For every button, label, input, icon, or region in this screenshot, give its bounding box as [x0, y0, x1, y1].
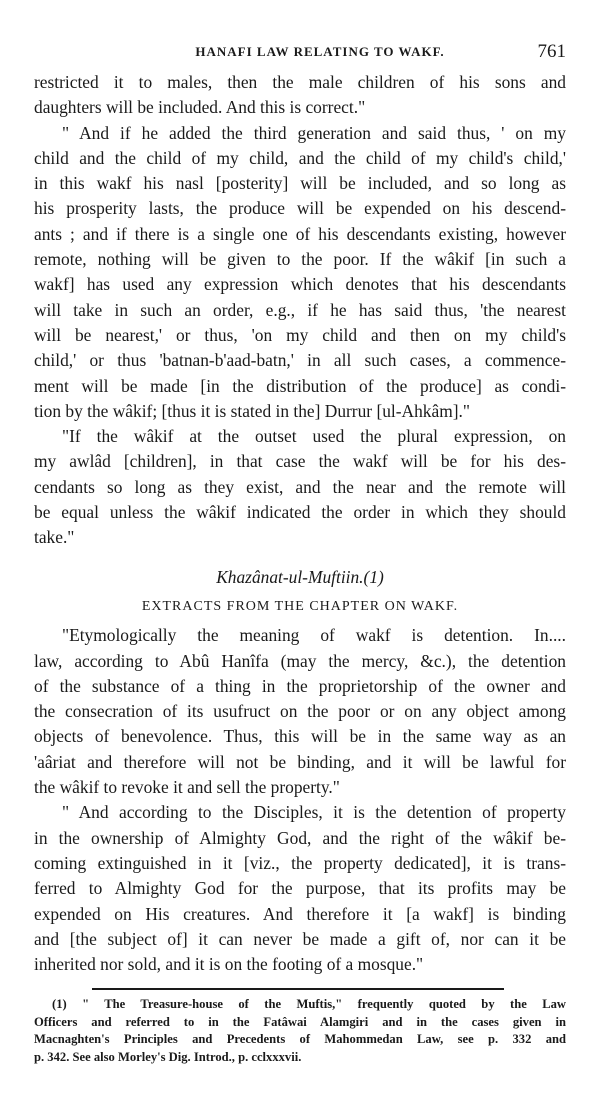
- text-line: coming extinguished in it [viz., the property dedicated], it is trans-: [34, 852, 566, 873]
- text-line: " And if he added the third generation and said thus, ' on my: [62, 122, 566, 143]
- text-line: "If the wâkif at the outset used the plural expression, on: [62, 426, 566, 447]
- section-subtitle: EXTRACTS FROM THE CHAPTER ON WAKF.: [141, 598, 459, 614]
- footnote-line: p. 342. See also Morley's Dig. Introd., p. cclxxxvii.: [34, 1049, 302, 1064]
- text-line: of the substance of a thing in the proprietorship of the owner and: [34, 675, 566, 696]
- text-line: inherited nor sold, and it is on the footing of a mosque.": [34, 954, 424, 975]
- running-title: HANAFI LAW RELATING TO WAKF.: [195, 44, 445, 59]
- text-line: remote, nothing will be given to the poor. If the wâkif [in such a: [34, 249, 566, 270]
- footnote-line: (1) " The Treasure-house of the Muftis," frequently quoted by the Law: [52, 997, 566, 1012]
- text-line: in the ownership of Almighty God, and the right of the wâkif be-: [34, 827, 566, 848]
- section-title: Khazânat-ul-Muftiin.(1): [216, 566, 384, 587]
- text-line: his prosperity lasts, the produce will be expended on his descend-: [34, 198, 566, 219]
- text-line: "Etymologically the meaning of wakf is detention. In....: [62, 625, 566, 646]
- text-line: " And according to the Disciples, it is the detention of property: [62, 802, 566, 823]
- footnote: [34, 996, 566, 1066]
- footnote-line: Macnaghten's Principles and Precedents of Mahommedan Law, see p. 332 and: [34, 1032, 566, 1047]
- text-line: the wâkif to revoke it and sell the property.": [34, 777, 340, 798]
- text-line: take.": [34, 527, 75, 548]
- text-line: in this wakf his nasl [posterity] will be included, and so long as: [34, 173, 566, 194]
- text-line: 'aâriat and therefore will not be binding, and it will be lawful for: [34, 751, 566, 772]
- footnote-rule: [92, 988, 504, 990]
- text-line: the consecration of its usufruct on the poor or on any object among: [34, 701, 566, 722]
- text-line: ants ; and if there is a single one of his descendants existing, however: [34, 223, 566, 244]
- text-line: be equal unless the wâkif indicated the order in which they should: [34, 502, 566, 523]
- text-line: objects of benevolence. Thus, this will be in the same way as an: [34, 726, 566, 747]
- document-page: [34, 41, 566, 1066]
- text-line: will be nearest,' or thus, 'on my child and then on my child's: [34, 324, 566, 345]
- text-line: ment will be made [in the distribution of the produce] as condi-: [34, 375, 566, 396]
- body-text-bottom: [34, 623, 566, 977]
- text-line: my awlâd [children], in that case the wakf will be for his des-: [34, 451, 566, 472]
- page-number: 761: [537, 41, 566, 62]
- footnote-line: Officers and referred to in the Fatâwai Alamgiri and in the cases given in: [34, 1014, 566, 1029]
- text-line: cendants so long as they exist, and the near and the remote will: [34, 476, 566, 497]
- text-line: and [the subject of] it can never be made a gift of, nor can it be: [34, 928, 566, 949]
- text-line: child and the child of my child, and the child of my child's child,': [34, 147, 566, 168]
- text-line: will take in such an order, e.g., if he has said thus, 'the nearest: [34, 299, 566, 320]
- text-line: restricted it to males, then the male children of his sons and: [34, 72, 566, 92]
- text-line: child,' or thus 'batnan-b'aad-batn,' in all such cases, a commence-: [34, 350, 566, 371]
- running-header: [34, 41, 566, 70]
- text-line: daughters will be included. And this is correct.": [34, 97, 366, 118]
- text-line: law, according to Abû Hanîfa (may the mercy, &c.), the detention: [34, 650, 566, 671]
- text-line: wakf] has used any expression which denotes that his descendants: [34, 274, 566, 295]
- text-line: ferred to Almighty God for the purpose, that its profits may be: [34, 878, 566, 899]
- text-line: tion by the wâkif; [thus it is stated in the] Durrur [ul-Ahkâm].": [34, 400, 470, 421]
- text-line: expended on His creatures. And therefore it [a wakf] is binding: [34, 903, 566, 924]
- body-text-top: [34, 70, 566, 551]
